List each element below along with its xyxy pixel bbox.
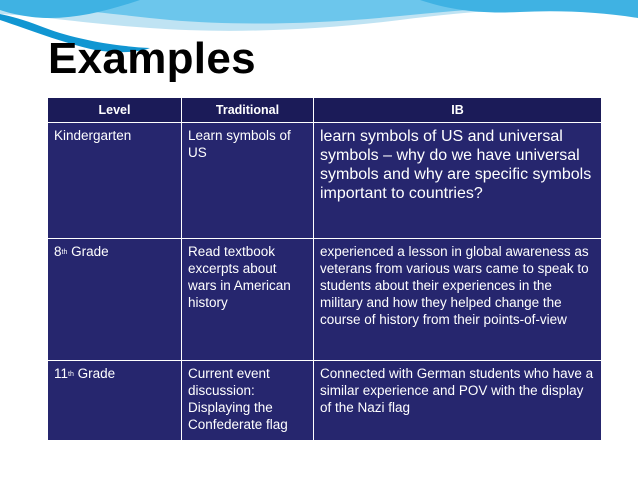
table-row: [48, 239, 602, 361]
level-cell: [48, 239, 182, 361]
ib-cell: Connected with German students who have a similar experience and POV with the display of the Nazi flag: [314, 361, 602, 441]
table-row: [48, 123, 602, 239]
traditional-cell: Learn symbols of US: [182, 123, 314, 239]
level-text: 11: [54, 366, 69, 381]
level-text: Kindergarten: [54, 128, 132, 143]
table-header-row: [48, 98, 602, 123]
level-text: 8: [54, 244, 62, 259]
level-cell: [48, 123, 182, 239]
ib-cell: experienced a lesson in global awareness as veterans from various wars came to speak to students about their experiences in the military and how they helped change the course of history from their points-of-view: [314, 239, 602, 361]
level-cell: [48, 361, 182, 441]
level-suffix: Grade: [73, 366, 116, 381]
table-row: [48, 361, 602, 441]
page-title: Examples: [48, 34, 256, 83]
traditional-cell: Read textbook excerpts about wars in American history: [182, 239, 314, 361]
level-superscript: th: [61, 249, 68, 256]
column-header-level: Level: [48, 98, 182, 123]
column-header-traditional: Traditional: [182, 98, 314, 123]
level-suffix: Grade: [67, 244, 109, 259]
examples-table: [47, 97, 602, 441]
traditional-cell: Current event discussion: Displaying the Confederate flag: [182, 361, 314, 441]
column-header-ib: IB: [314, 98, 602, 123]
ib-cell: learn symbols of US and universal symbols – why do we have universal symbols and why are specific symbols important to countries?: [314, 123, 602, 239]
level-superscript: th: [68, 371, 74, 378]
